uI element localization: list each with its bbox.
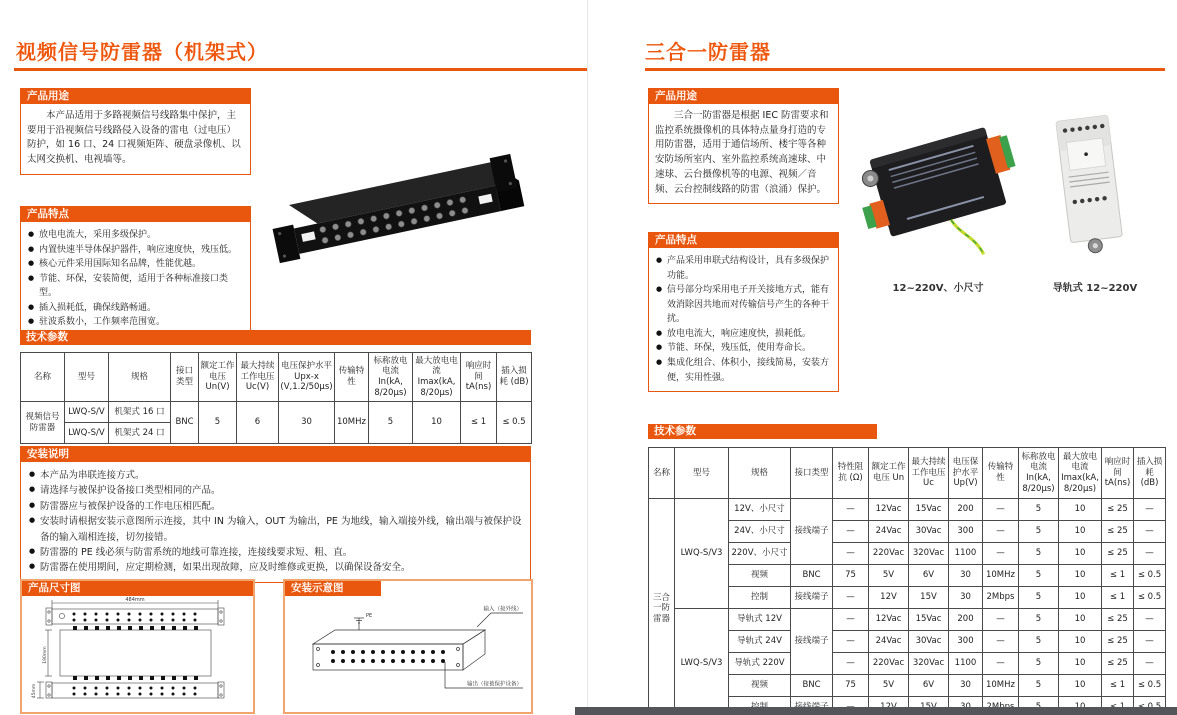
cell: — <box>833 543 869 565</box>
cell: ≤ 0.5 <box>1134 587 1166 609</box>
footer-band <box>575 707 1177 715</box>
cell: 12Vac <box>869 609 909 631</box>
cell: 24Vac <box>869 631 909 653</box>
col-header: 名称 <box>649 448 675 499</box>
list-item: ● 节能、环保，残压低，使用寿命长。 <box>656 341 833 356</box>
cell: 5 <box>1019 565 1059 587</box>
cell: 24Vac <box>869 521 909 543</box>
cell: 三合一防雷器 <box>649 499 675 715</box>
left-usage-text: 本产品适用于多路视频信号线路集中保护，主要用于沿视频信号线路侵入设备的雷电（过电压）防护，如 16 口、24 口视频矩阵、硬盘录像机、以太网交换机、电视墙等。 <box>27 110 241 166</box>
output-label: 输出（接被保护设备） <box>466 681 522 688</box>
cell: 12V、小尺寸 <box>729 499 791 521</box>
list-item: ● 放电电流大，响应速度快，损耗低。 <box>656 327 833 342</box>
cell: 15V <box>909 587 949 609</box>
col-header: 传输特性 <box>335 353 369 402</box>
cell: — <box>1134 653 1166 675</box>
cell: 1100 <box>949 543 983 565</box>
list-item: ● 请选择与被保护设备接口类型相同的产品。 <box>29 483 522 498</box>
list-item: ● 本产品为串联连接方式。 <box>29 468 522 483</box>
cell: BNC <box>791 565 833 587</box>
right-specs-header: 技术参数 <box>648 424 877 439</box>
cell: 10MHz <box>335 402 369 444</box>
cell: 5 <box>199 402 237 444</box>
cell: 10 <box>1059 675 1102 697</box>
three-in-one-illustration <box>846 90 1172 272</box>
cell: 10 <box>1059 609 1102 631</box>
cell: 导轨式 220V <box>729 653 791 675</box>
cell: 10MHz <box>983 675 1019 697</box>
cell: 视频 <box>729 675 791 697</box>
cell: 30Vac <box>909 631 949 653</box>
dimension-drawing <box>22 596 249 708</box>
list-item: ● 放电电流大，采用多级保护。 <box>28 228 245 243</box>
cell: — <box>1134 631 1166 653</box>
cell: LWQ-S/V3 <box>675 609 729 715</box>
cell: 15Vac <box>909 609 949 631</box>
list-item: ● 核心元件采用国际知名品牌，性能优越。 <box>28 257 245 272</box>
cell: 300 <box>949 631 983 653</box>
table-row <box>21 402 532 423</box>
cell: 10MHz <box>983 565 1019 587</box>
cell: 1100 <box>949 653 983 675</box>
left-specs-header: 技术参数 <box>20 330 531 345</box>
cell: — <box>983 653 1019 675</box>
cell: — <box>833 653 869 675</box>
right-title-rule <box>645 68 1165 71</box>
cell: 6V <box>909 565 949 587</box>
cell: — <box>833 631 869 653</box>
col-header: 名称 <box>21 353 65 402</box>
col-header: 规格 <box>109 353 171 402</box>
right-features-header: 产品特点 <box>649 233 838 248</box>
right-features-section <box>648 232 839 392</box>
cell: 接线端子 <box>791 609 833 675</box>
right-features-list <box>649 248 838 391</box>
cell: — <box>833 587 869 609</box>
cell: 30 <box>949 675 983 697</box>
cell: ≤ 1 <box>1102 565 1134 587</box>
col-header: 电压保护水平 Upx-x (V,1.2/50μs) <box>279 353 335 402</box>
cell: ≤ 0.5 <box>1134 565 1166 587</box>
list-item: ● 内置快速半导体保护器件，响应速度快，残压低。 <box>28 243 245 258</box>
cell: 200 <box>949 499 983 521</box>
cell: — <box>1134 609 1166 631</box>
col-header: 标称放电电流 In(kA, 8/20μs) <box>1019 448 1059 499</box>
list-item: ● 插入损耗低，确保线路畅通。 <box>28 301 245 316</box>
cell: ≤ 25 <box>1102 631 1134 653</box>
cell: ≤ 25 <box>1102 521 1134 543</box>
cell: 导轨式 12V <box>729 609 791 631</box>
cell: — <box>983 609 1019 631</box>
install-diagram-section <box>283 579 533 714</box>
right-usage-section <box>648 88 839 204</box>
cell: 15Vac <box>909 499 949 521</box>
col-header: 响应时间 tA(ns) <box>461 353 497 402</box>
cell: ≤ 1 <box>1102 675 1134 697</box>
cell: 6V <box>909 675 949 697</box>
cell: — <box>983 521 1019 543</box>
cell: 24V、小尺寸 <box>729 521 791 543</box>
dim-depth-label: 190mm <box>43 646 48 664</box>
cell: 5V <box>869 565 909 587</box>
cell: ≤ 25 <box>1102 653 1134 675</box>
list-item: ● 产品采用串联式结构设计，具有多级保护功能。 <box>656 254 833 283</box>
cell: LWQ-S/V <box>65 423 109 444</box>
cell: ≤ 25 <box>1102 499 1134 521</box>
list-item: ● 安装时请根据安装示意图所示连接，其中 IN 为输入，OUT 为输出，PE 为地线，输入端接外线，输出端与被保护设备的输入端相连接，切勿接错。 <box>29 514 522 545</box>
col-header: 规格 <box>729 448 791 499</box>
install-diagram-drawing <box>285 596 527 708</box>
col-header: 最大放电电流 Imax(kA, 8/20μs) <box>1059 448 1102 499</box>
cell: 10 <box>413 402 461 444</box>
cell: 5 <box>369 402 413 444</box>
cell: 200 <box>949 609 983 631</box>
col-header: 接口类型 <box>791 448 833 499</box>
cell: 机架式 24 口 <box>109 423 171 444</box>
cell: 6 <box>237 402 279 444</box>
video-specs-table <box>20 352 532 444</box>
cell: 导轨式 24V <box>729 631 791 653</box>
cell: LWQ-S/V <box>65 402 109 423</box>
cell: ≤ 1 <box>1102 587 1134 609</box>
cell: ≤ 25 <box>1102 543 1134 565</box>
cell: BNC <box>791 675 833 697</box>
cell: 75 <box>833 565 869 587</box>
cell: — <box>983 631 1019 653</box>
col-header: 传输特性 <box>983 448 1019 499</box>
table-row <box>649 499 1166 521</box>
cell: 220Vac <box>869 543 909 565</box>
cell: 10 <box>1059 543 1102 565</box>
cell: 视频 <box>729 565 791 587</box>
dim-width-label: 484mm <box>125 597 145 603</box>
cell: 5 <box>1019 609 1059 631</box>
col-header: 额定工作电压 Un(V) <box>199 353 237 402</box>
cell: — <box>833 609 869 631</box>
list-item: ● 防雷器应与被保护设备的工作电压相匹配。 <box>29 499 522 514</box>
cell: 控制 <box>729 587 791 609</box>
cell: 10 <box>1059 631 1102 653</box>
cell: 5 <box>1019 543 1059 565</box>
cell: BNC <box>171 402 199 444</box>
input-label: 输入（接外线） <box>483 606 522 613</box>
col-header: 型号 <box>65 353 109 402</box>
cell: ≤ 25 <box>1102 609 1134 631</box>
cell: 5 <box>1019 675 1059 697</box>
left-install-section <box>20 446 531 583</box>
cell: 30 <box>949 587 983 609</box>
col-header: 响应时间 tA(ns) <box>1102 448 1134 499</box>
caption-din-rail: 导轨式 12~220V <box>1052 283 1138 294</box>
left-usage-section <box>20 88 251 175</box>
cell: 10 <box>1059 499 1102 521</box>
cell: — <box>983 499 1019 521</box>
cell: 10 <box>1059 521 1102 543</box>
install-diagram-header: 安装示意图 <box>285 581 381 596</box>
cell: 5V <box>869 675 909 697</box>
list-item: ● 信号部分均采用电子开关接地方式，能有效消除因共地而对传输信号产生的各种干扰。 <box>656 283 833 327</box>
left-title-rule <box>14 68 587 71</box>
rack-unit-illustration <box>258 88 543 310</box>
cell: — <box>833 521 869 543</box>
cell: 30 <box>279 402 335 444</box>
page-divider <box>587 0 588 715</box>
list-item: ● 驻波系数小，工作频率范围宽。 <box>28 315 245 330</box>
cell: LWQ-S/V3 <box>675 499 729 609</box>
cell: 视频信号防雷器 <box>21 402 65 444</box>
table-header-row <box>649 448 1166 499</box>
right-usage-header: 产品用途 <box>649 89 838 104</box>
pe-label: PE <box>366 613 373 619</box>
col-header: 额定工作电压 Un <box>869 448 909 499</box>
left-features-list <box>21 222 250 336</box>
cell: — <box>1134 521 1166 543</box>
cell: 5 <box>1019 499 1059 521</box>
col-header: 接口类型 <box>171 353 199 402</box>
list-item: ● 防雷器在使用期间，应定期检测，如果出现故障，应及时维修或更换，以确保设备安全。 <box>29 560 522 575</box>
cell: 接线端子 <box>791 499 833 565</box>
cell: 30Vac <box>909 521 949 543</box>
cell: 12Vac <box>869 499 909 521</box>
cell: 5 <box>1019 521 1059 543</box>
left-usage-header: 产品用途 <box>21 89 250 104</box>
cell: 220Vac <box>869 653 909 675</box>
left-install-list <box>21 462 530 582</box>
table-row <box>649 609 1166 631</box>
cell: 5 <box>1019 653 1059 675</box>
left-features-header: 产品特点 <box>21 207 250 222</box>
cell: — <box>983 543 1019 565</box>
col-header: 特性阻抗 (Ω) <box>833 448 869 499</box>
col-header: 最大持续工作电压 Uc(V) <box>237 353 279 402</box>
left-install-header: 安装说明 <box>21 447 530 462</box>
caption-small-size: 12~220V、小尺寸 <box>892 283 984 294</box>
rack-product-photo <box>258 88 543 310</box>
left-features-section <box>20 206 251 337</box>
cell: ≤ 0.5 <box>1134 675 1166 697</box>
col-header: 标称放电电流 In(kA, 8/20μs) <box>369 353 413 402</box>
list-item: ● 集成化组合、体积小，接线简易，安装方便，实用性强。 <box>656 356 833 385</box>
cell: — <box>1134 543 1166 565</box>
cell: 75 <box>833 675 869 697</box>
right-product-title: 三合一防雷器 <box>645 40 771 64</box>
cell: 320Vac <box>909 653 949 675</box>
dim-height-label: 45mm <box>32 683 37 699</box>
cell: 300 <box>949 521 983 543</box>
cell: 12V <box>869 587 909 609</box>
cell: 接线端子 <box>791 587 833 609</box>
cell: 220V、小尺寸 <box>729 543 791 565</box>
dimension-drawing-section <box>20 579 255 714</box>
cell: ≤ 0.5 <box>497 402 532 444</box>
cell: 30 <box>949 565 983 587</box>
right-usage-text: 三合一防雷器是根据 IEC 防雷要求和监控系统摄像机的具体特点量身打造的专用防雷器，适用于通信场所、楼宇等各种安防场所室内、室外监控系统高速球、中速球、云台摄像机等的电源、视频／音频、云台控制线路的防雷（浪涌）保护。 <box>655 110 829 195</box>
dimension-header: 产品尺寸图 <box>22 581 253 596</box>
list-item: ● 防雷器的 PE 线必须与防雷系统的地线可靠连接，连接线要求短、粗、直。 <box>29 545 522 560</box>
col-header: 电压保护水平 Up(V) <box>949 448 983 499</box>
col-header: 型号 <box>675 448 729 499</box>
table-header-row <box>21 353 532 402</box>
cell: 5 <box>1019 631 1059 653</box>
col-header: 插入损耗 (dB) <box>497 353 532 402</box>
three-in-one-specs-table <box>648 447 1166 715</box>
cell: 2Mbps <box>983 587 1019 609</box>
list-item: ● 节能、环保，安装简便，适用于各种标准接口类型。 <box>28 272 245 301</box>
cell: 10 <box>1059 653 1102 675</box>
cell: — <box>1134 499 1166 521</box>
cell: 10 <box>1059 565 1102 587</box>
left-product-title: 视频信号防雷器（机架式） <box>16 40 268 64</box>
cell: 10 <box>1059 587 1102 609</box>
col-header: 最大放电电流 Imax(kA, 8/20μs) <box>413 353 461 402</box>
cell: ≤ 1 <box>461 402 497 444</box>
col-header: 插入损耗 (dB) <box>1134 448 1166 499</box>
three-in-one-product-photo <box>846 90 1172 272</box>
cell: 5 <box>1019 587 1059 609</box>
cell: 320Vac <box>909 543 949 565</box>
col-header: 最大持续工作电压 Uc <box>909 448 949 499</box>
cell: 机架式 16 口 <box>109 402 171 423</box>
cell: — <box>833 499 869 521</box>
